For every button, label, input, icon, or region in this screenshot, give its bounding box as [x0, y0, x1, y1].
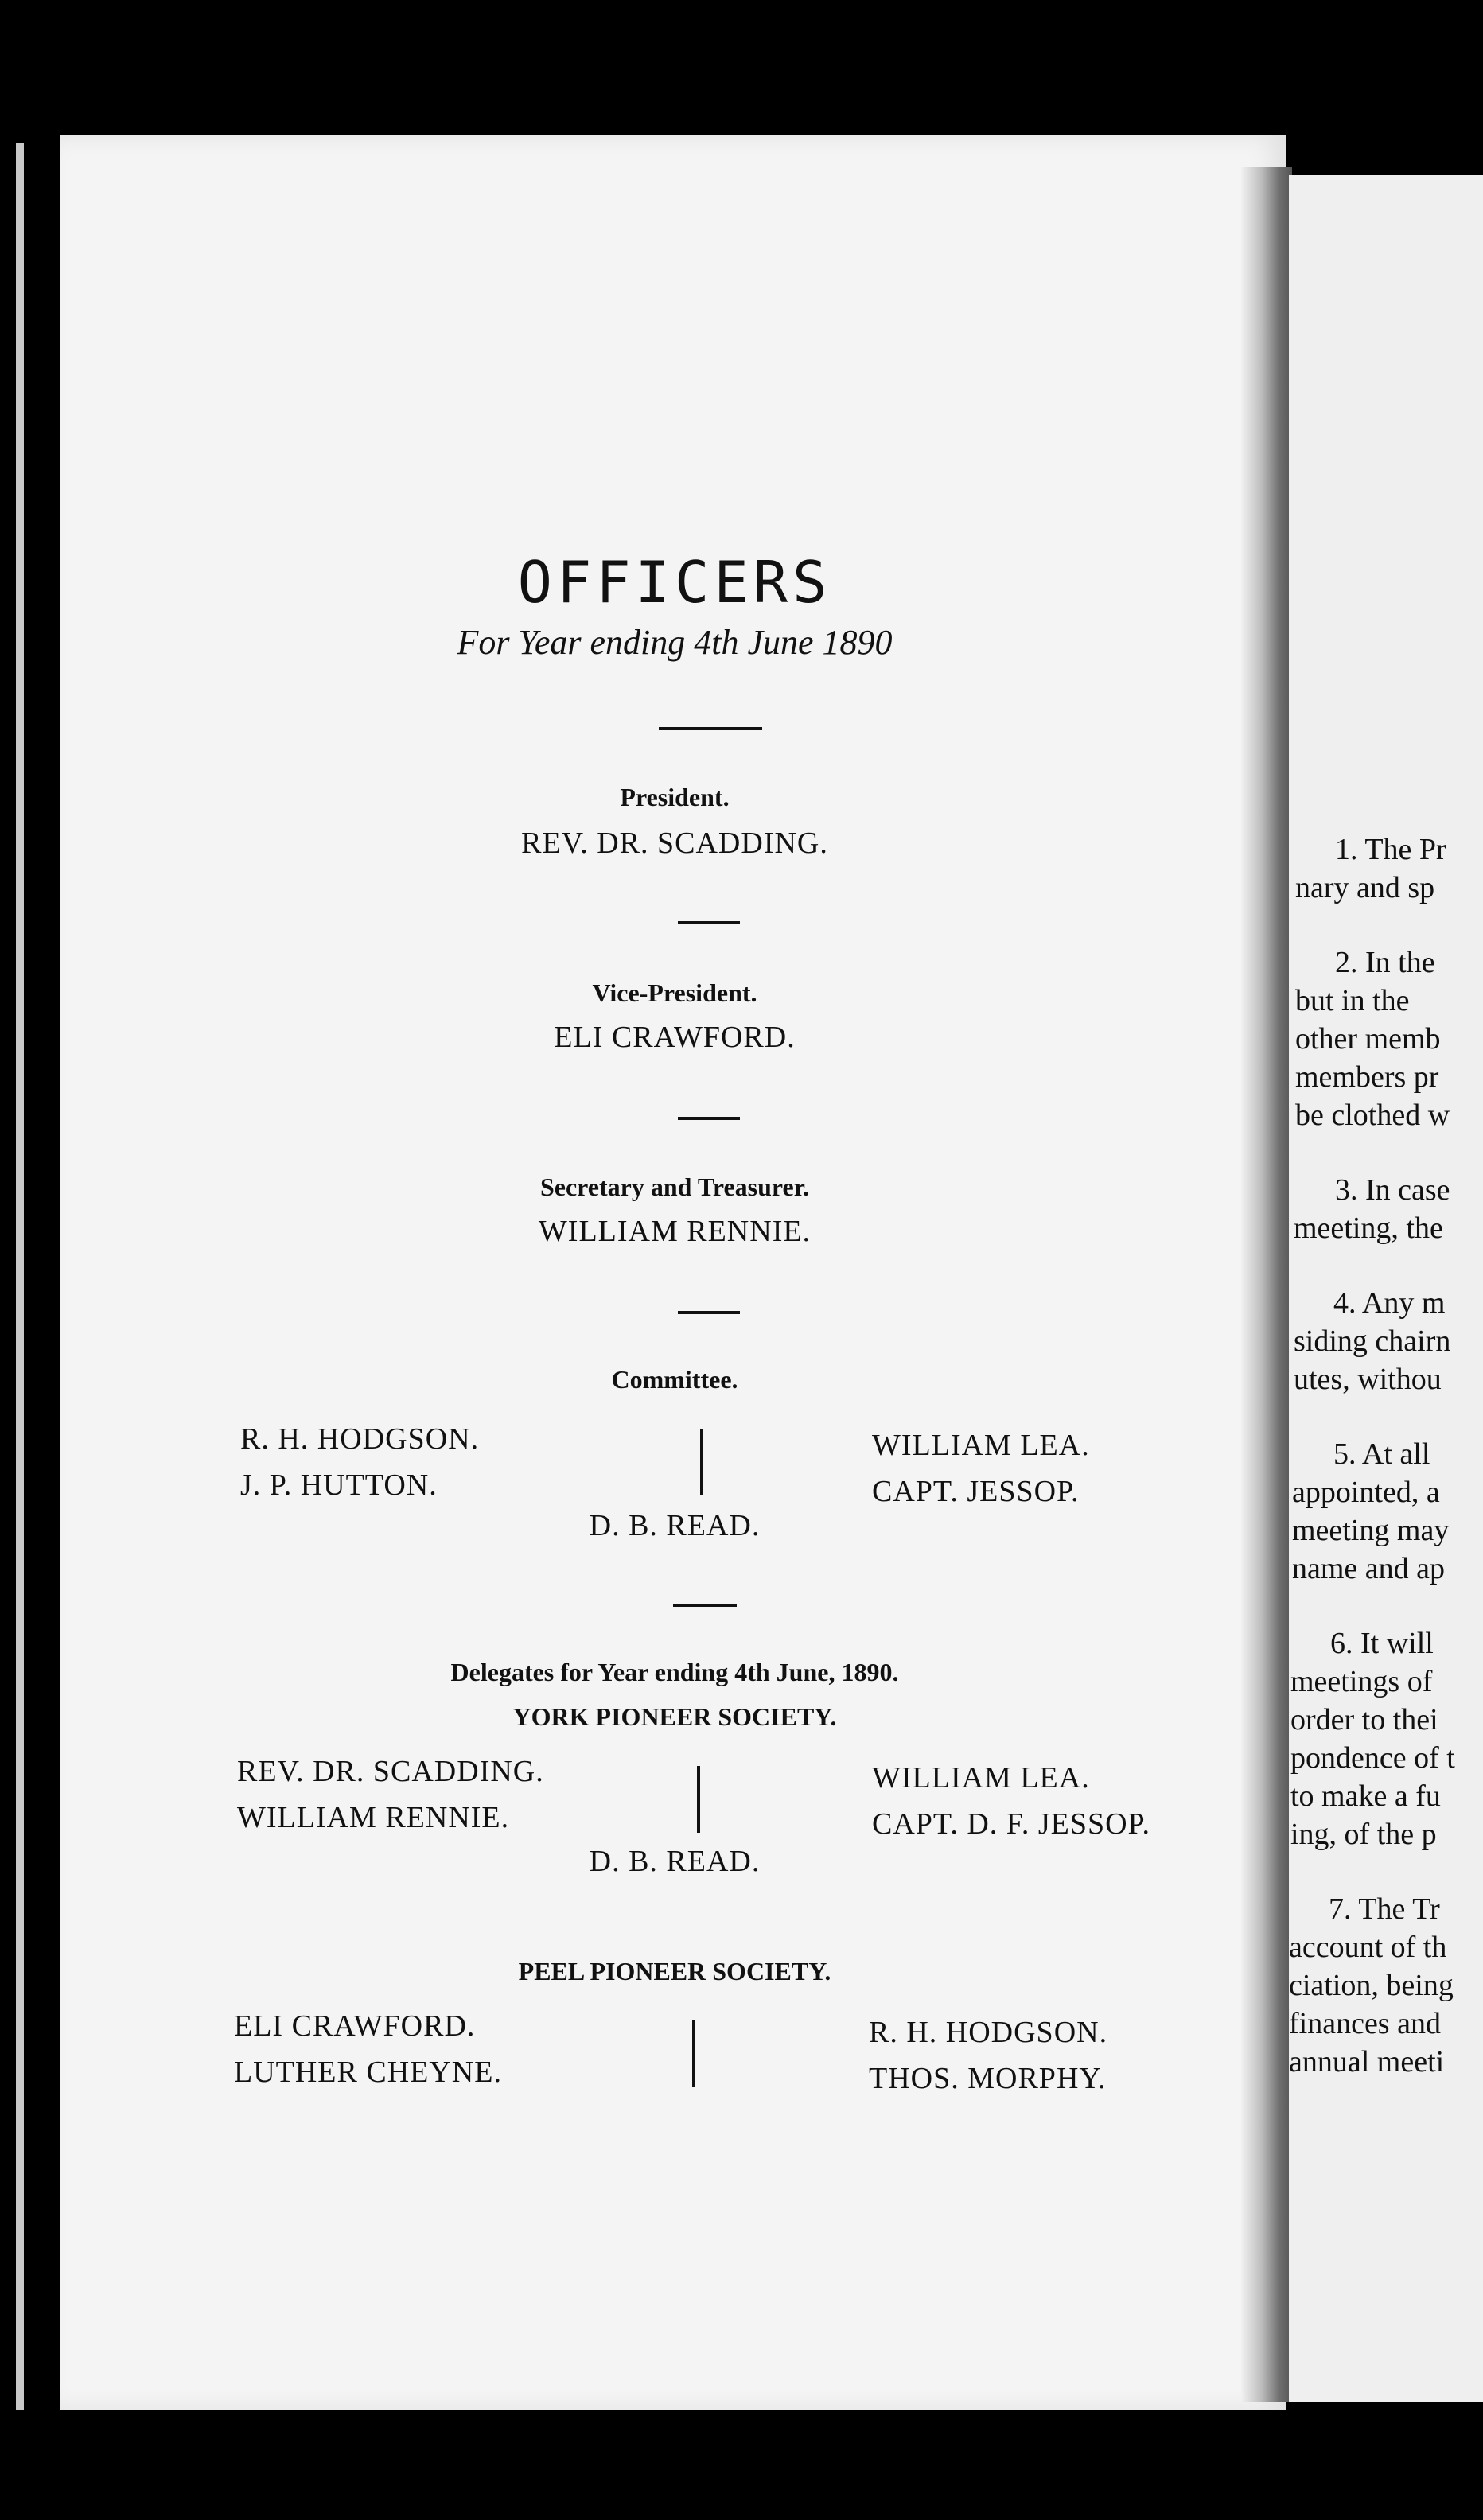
text-line: meeting, the: [1294, 1211, 1443, 1245]
york-right-column: [872, 1755, 1150, 1847]
divider: [678, 1117, 740, 1120]
text-line: 5. At all: [1333, 1437, 1430, 1471]
text-line: 3. In case: [1335, 1173, 1450, 1207]
president-heading: President.: [620, 783, 730, 811]
divider: [659, 727, 762, 730]
text-line: 1. The Pr: [1335, 833, 1446, 866]
page-title: OFFICERS: [517, 549, 832, 616]
peel-right-column: [869, 2009, 1107, 2102]
york-delegate-center: D. B. READ.: [589, 1845, 761, 1878]
text-line: pondence of t: [1290, 1741, 1455, 1775]
text-line: utes, withou: [1294, 1363, 1442, 1396]
text-line: be clothed w: [1295, 1099, 1450, 1132]
text-line: ing, of the p: [1290, 1818, 1437, 1851]
president-name: REV. DR. SCADDING.: [521, 826, 828, 860]
delegates-heading: Delegates for Year ending 4th June, 1890.: [450, 1658, 899, 1686]
text-line: nary and sp: [1295, 871, 1435, 904]
text-line: members pr: [1295, 1060, 1439, 1094]
text-line: meeting may: [1292, 1514, 1450, 1547]
text-line: but in the: [1295, 984, 1410, 1017]
text-line: name and ap: [1292, 1552, 1446, 1585]
secretary-heading: Secretary and Treasurer.: [539, 1172, 810, 1201]
vice-president-name: ELI CRAWFORD.: [554, 1021, 796, 1054]
text-line: order to thei: [1290, 1703, 1438, 1736]
text-line: appointed, a: [1292, 1476, 1440, 1509]
delegate: R. H. HODGSON.: [869, 2016, 1108, 2049]
column-separator: [700, 1429, 703, 1495]
peel-society-heading: PEEL PIONEER SOCIETY.: [518, 1957, 831, 1985]
text-line: 7. The Tr: [1329, 1892, 1440, 1926]
text-line: meetings of: [1290, 1665, 1433, 1698]
text-line: ciation, being: [1289, 1969, 1454, 2002]
text-line: 2. In the: [1335, 946, 1435, 979]
committee-right-column: [872, 1422, 1090, 1515]
text-line: finances and: [1289, 2007, 1441, 2040]
secretary-name: WILLIAM RENNIE.: [538, 1215, 812, 1248]
text-line: account of th: [1289, 1931, 1447, 1964]
committee-member: CAPT. JESSOP.: [872, 1475, 1080, 1508]
committee-left-column: [240, 1416, 479, 1508]
delegate: ELI CRAWFORD.: [234, 2009, 476, 2043]
committee-member: J. P. HUTTON.: [240, 1468, 438, 1502]
york-left-column: [237, 1748, 544, 1841]
right-page: [1289, 175, 1483, 2402]
delegate: WILLIAM RENNIE.: [237, 1801, 510, 1834]
text-line: 6. It will: [1330, 1627, 1434, 1660]
delegate: LUTHER CHEYNE.: [234, 2055, 502, 2089]
committee-heading: Committee.: [611, 1365, 738, 1394]
divider: [678, 1311, 740, 1314]
committee-member: R. H. HODGSON.: [240, 1422, 480, 1456]
committee-member: WILLIAM LEA.: [872, 1429, 1090, 1462]
delegate: THOS. MORPHY.: [869, 2062, 1107, 2095]
text-line: annual meeti: [1289, 2045, 1445, 2079]
divider: [678, 921, 740, 924]
text-line: to make a fu: [1290, 1779, 1441, 1813]
text-line: other memb: [1295, 1022, 1441, 1056]
peel-left-column: [234, 2003, 502, 2095]
divider: [673, 1604, 737, 1607]
delegate: WILLIAM LEA.: [872, 1761, 1090, 1795]
column-separator: [697, 1766, 700, 1833]
delegate: CAPT. D. F. JESSOP.: [872, 1807, 1150, 1841]
vice-president-heading: Vice-President.: [592, 978, 757, 1007]
left-page: [60, 135, 1286, 2410]
delegate: REV. DR. SCADDING.: [237, 1755, 544, 1788]
york-society-heading: YORK PIONEER SOCIETY.: [512, 1702, 837, 1731]
text-line: 4. Any m: [1333, 1286, 1446, 1320]
committee-member-center: D. B. READ.: [589, 1509, 761, 1542]
column-separator: [692, 2020, 695, 2087]
page-gutter: [1241, 167, 1292, 2402]
text-line: siding chairn: [1294, 1324, 1451, 1358]
scan-border-bottom: [0, 2402, 1483, 2520]
page-subtitle: For Year ending 4th June 1890: [457, 623, 893, 662]
